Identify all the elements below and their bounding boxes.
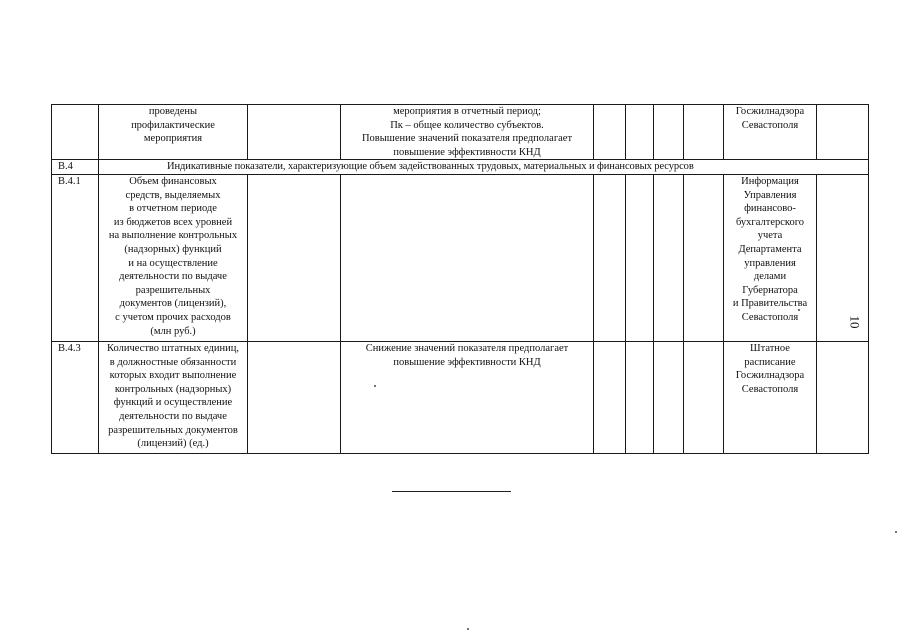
row-code (52, 105, 99, 160)
empty-cell (594, 174, 626, 341)
indicator-cell: Количество штатных единиц, в должностные обязанности которых входит выполнение контрольных (надзорных) функций и осуществление деятельности по выдаче разрешительных документов (лицензий) (ед.) (99, 341, 248, 453)
formula-cell: мероприятия в отчетный период; Пк – общее количество субъектов. Повышение значений показателя предполагает повышение эффективности КНД (341, 105, 594, 160)
scan-speck (895, 531, 897, 533)
separator-line (392, 491, 511, 492)
formula-cell (341, 174, 594, 341)
empty-cell (654, 105, 684, 160)
section-title: Индикативные показатели, характеризующие объем задействованных трудовых, материальных и финансовых ресурсов (99, 160, 869, 175)
source-cell: Информация Управления финансово- бухгалтерского учета Департамента управления делами Губернатора и Правительства Севастополя (724, 174, 817, 341)
empty-cell (626, 105, 654, 160)
source-cell: Штатное расписание Госжилнадзора Севастополя (724, 341, 817, 453)
row-code: В.4.3 (52, 341, 99, 453)
indicator-cell: проведены профилактические мероприятия (99, 105, 248, 160)
table-row (52, 160, 869, 175)
table-row (52, 105, 869, 160)
row-code: В.4 (52, 160, 99, 175)
table-row (52, 174, 869, 341)
indicators-table (51, 104, 869, 454)
empty-cell (594, 341, 626, 453)
formula-cell: Снижение значений показателя предполагает повышение эффективности КНД (341, 341, 594, 453)
empty-cell (248, 174, 341, 341)
empty-cell (594, 105, 626, 160)
empty-cell (654, 341, 684, 453)
empty-cell (626, 174, 654, 341)
empty-cell (626, 341, 654, 453)
scan-speck (798, 309, 800, 311)
empty-cell (817, 105, 869, 160)
empty-cell (817, 341, 869, 453)
empty-cell (684, 174, 724, 341)
empty-cell (248, 341, 341, 453)
scan-speck (374, 385, 376, 387)
empty-cell (684, 105, 724, 160)
scan-speck (467, 628, 469, 630)
source-cell: Госжилнадзора Севастополя (724, 105, 817, 160)
empty-cell (654, 174, 684, 341)
indicator-cell: Объем финансовых средств, выделяемых в отчетном периоде из бюджетов всех уровней на выполнение контрольных (надзорных) функций и на осуществление деятельности по выдаче разрешительных документов (лицензий), с учетом прочих расходов (млн руб.) (99, 174, 248, 341)
page-number: 10 (847, 315, 863, 329)
empty-cell (684, 341, 724, 453)
table-row (52, 341, 869, 453)
row-code: В.4.1 (52, 174, 99, 341)
empty-cell (248, 105, 341, 160)
